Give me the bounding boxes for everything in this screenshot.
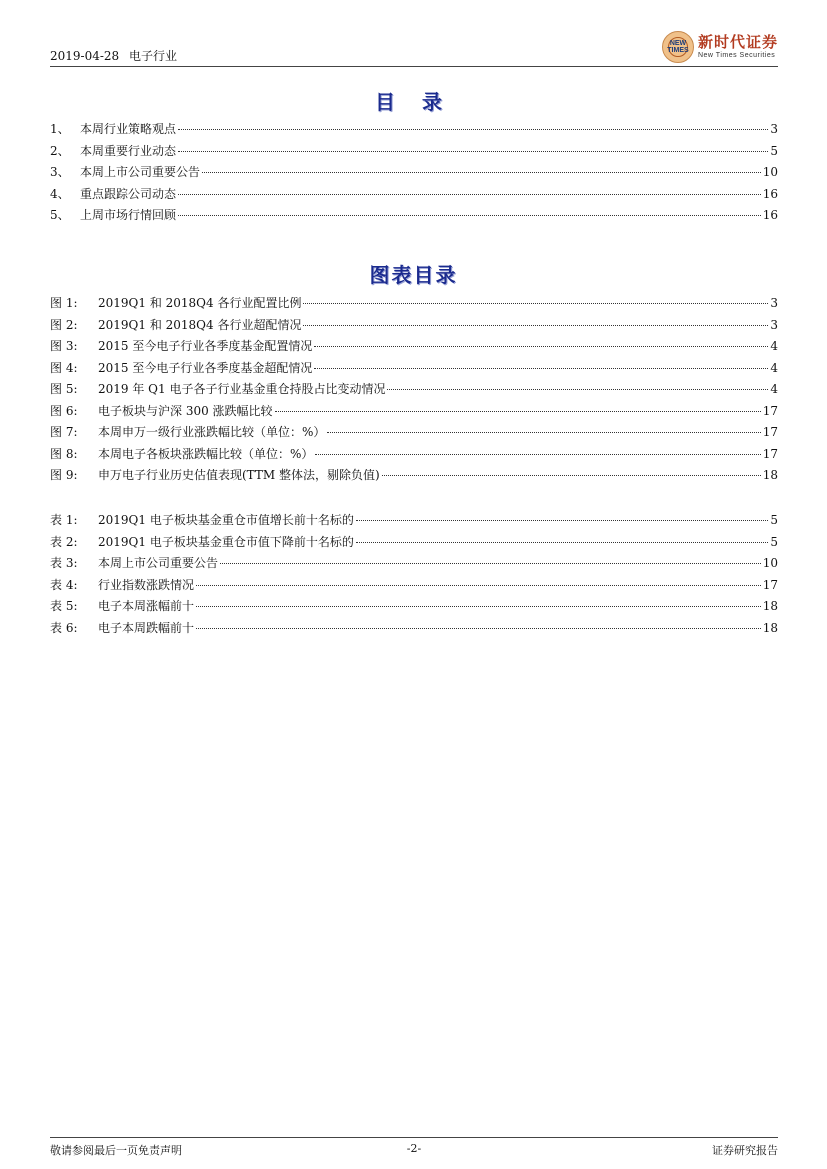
dot-leader xyxy=(196,585,761,586)
toc-entry-title: 本周重要行业动态 xyxy=(80,143,177,158)
figure-entry[interactable] xyxy=(50,444,778,466)
table-entry-title: 电子本周涨幅前十 xyxy=(98,599,195,613)
table-entry[interactable] xyxy=(50,510,778,532)
dot-leader xyxy=(178,215,761,216)
table-entry-title: 电子本周跌幅前十 xyxy=(98,620,195,635)
toc-entry-page: 10 xyxy=(762,165,778,179)
dot-leader xyxy=(314,346,768,347)
table-entry-number: 表 4: xyxy=(50,577,78,592)
toc-entry-title: 重点跟踪公司动态 xyxy=(80,186,177,201)
figure-entry-page: 4 xyxy=(770,360,778,375)
dot-leader xyxy=(303,325,768,326)
figure-entry-page: 17 xyxy=(762,425,778,439)
figure-entry-number: 图 5: xyxy=(50,382,78,396)
table-entry[interactable] xyxy=(50,596,778,618)
table-entry-title: 2019Q1 电子板块基金重仓市值增长前十名标的 xyxy=(98,513,354,527)
figure-entry-number: 图 1: xyxy=(50,296,78,310)
dot-leader xyxy=(303,303,768,304)
figure-entry[interactable] xyxy=(50,358,778,380)
figure-entry[interactable] xyxy=(50,401,778,423)
figure-entry-page: 4 xyxy=(770,339,778,353)
dot-leader xyxy=(275,411,761,412)
figure-entry-number: 图 9: xyxy=(50,468,78,482)
page-header xyxy=(50,30,778,66)
figure-entry-title: 2019Q1 和 2018Q4 各行业配置比例 xyxy=(98,296,302,310)
toc-entry[interactable] xyxy=(50,184,778,206)
dot-leader xyxy=(196,628,761,629)
dot-leader xyxy=(327,432,760,433)
toc-entry[interactable] xyxy=(50,162,778,184)
toc-entry-number: 4、 xyxy=(50,186,70,201)
toc-entry-number: 3、 xyxy=(50,165,70,179)
figure-entry-title: 本周申万一级行业涨跌幅比较（单位：%） xyxy=(98,425,326,439)
figure-entry-number: 图 3: xyxy=(50,339,78,353)
dot-leader xyxy=(196,606,761,607)
dot-leader xyxy=(202,172,761,173)
tables-list xyxy=(50,510,778,639)
table-entry-title: 行业指数涨跌情况 xyxy=(98,577,195,592)
figure-entry-title: 本周电子各板块涨跌幅比较（单位：%） xyxy=(98,446,314,461)
figure-entry-page: 3 xyxy=(770,296,778,310)
figure-entry-number: 图 2: xyxy=(50,317,78,332)
table-entry[interactable] xyxy=(50,575,778,597)
figures-toc-title: 图表目录 xyxy=(369,263,458,287)
dot-leader xyxy=(220,563,761,564)
logo-english-name: New Times Securities xyxy=(697,52,776,59)
table-entry-page: 17 xyxy=(762,577,778,592)
figure-entry[interactable] xyxy=(50,293,778,315)
figure-entry-title: 申万电子行业历史估值表现(TTM 整体法，剔除负值) xyxy=(98,468,380,482)
report-date: 2019-04-28 xyxy=(50,49,120,63)
figure-entry-title: 电子板块与沪深 300 涨跌幅比较 xyxy=(98,403,273,418)
table-entry-page: 5 xyxy=(770,513,778,527)
toc-entry[interactable] xyxy=(50,141,778,163)
logo-badge-text: NEW TIMES xyxy=(667,40,689,54)
page-number: -2- xyxy=(406,1142,422,1155)
toc-entry-number: 2、 xyxy=(50,143,70,158)
figure-entry-page: 4 xyxy=(770,382,778,396)
toc-title: 目 录 xyxy=(375,90,452,114)
table-entry-title: 本周上市公司重要公告 xyxy=(98,556,219,570)
header-info xyxy=(50,47,183,64)
figure-entry-title: 2015 至今电子行业各季度基金超配情况 xyxy=(98,360,313,375)
figure-entry-title: 2019 年 Q1 电子各子行业基金重仓持股占比变动情况 xyxy=(98,382,386,396)
figure-entry[interactable] xyxy=(50,465,778,487)
dot-leader xyxy=(178,151,768,152)
page-footer xyxy=(50,1142,778,1158)
logo-emblem-icon xyxy=(662,31,694,63)
table-entry-number: 表 5: xyxy=(50,599,78,613)
figure-entry[interactable] xyxy=(50,422,778,444)
toc-entry-number: 5、 xyxy=(50,208,70,222)
figure-entry-number: 图 7: xyxy=(50,425,78,439)
toc-entry-page: 5 xyxy=(770,143,778,158)
toc-entry[interactable] xyxy=(50,205,778,227)
toc-list xyxy=(50,119,778,227)
logo-name: 新时代证券 xyxy=(697,33,778,51)
header-divider xyxy=(50,66,778,67)
table-entry[interactable] xyxy=(50,532,778,554)
toc-entry-number: 1、 xyxy=(50,122,70,136)
table-entry-title: 2019Q1 电子板块基金重仓市值下降前十名标的 xyxy=(98,534,354,549)
dot-leader xyxy=(178,194,761,195)
toc-entry-title: 本周上市公司重要公告 xyxy=(80,165,201,179)
report-sector: 电子行业 xyxy=(129,49,178,63)
figure-entry-page: 17 xyxy=(762,403,778,418)
footer-report-type: 证券研究报告 xyxy=(712,1144,778,1157)
table-entry-number: 表 6: xyxy=(50,620,78,635)
figure-entry-title: 2019Q1 和 2018Q4 各行业超配情况 xyxy=(98,317,302,332)
dot-leader xyxy=(382,475,761,476)
table-entry-page: 18 xyxy=(762,599,778,613)
toc-entry-page: 16 xyxy=(762,186,778,201)
footer-disclaimer: 敬请参阅最后一页免责声明 xyxy=(50,1144,182,1157)
table-entry-page: 18 xyxy=(762,620,778,635)
toc-entry-title: 本周行业策略观点 xyxy=(80,122,177,136)
company-logo xyxy=(662,30,778,64)
dot-leader xyxy=(315,454,760,455)
figure-entry[interactable] xyxy=(50,379,778,401)
figures-list xyxy=(50,293,778,487)
figure-entry[interactable] xyxy=(50,315,778,337)
table-entry[interactable] xyxy=(50,553,778,575)
toc-entry[interactable] xyxy=(50,119,778,141)
toc-entry-page: 16 xyxy=(762,208,778,222)
figure-entry-number: 图 8: xyxy=(50,446,78,461)
toc-entry-page: 3 xyxy=(770,122,778,136)
dot-leader xyxy=(314,368,768,369)
figure-entry-number: 图 4: xyxy=(50,360,78,375)
figure-entry-page: 3 xyxy=(770,317,778,332)
table-entry-number: 表 3: xyxy=(50,556,78,570)
dot-leader xyxy=(178,129,768,130)
dot-leader xyxy=(356,542,769,543)
toc-entry-title: 上周市场行情回顾 xyxy=(80,208,177,222)
table-entry-page: 5 xyxy=(770,534,778,549)
table-entry[interactable] xyxy=(50,618,778,640)
table-entry-number: 表 1: xyxy=(50,513,78,527)
figure-entry-title: 2015 至今电子行业各季度基金配置情况 xyxy=(98,339,313,353)
figure-entry[interactable] xyxy=(50,336,778,358)
figure-entry-page: 18 xyxy=(762,468,778,482)
table-entry-number: 表 2: xyxy=(50,534,78,549)
footer-divider xyxy=(50,1137,778,1138)
dot-leader xyxy=(356,520,769,521)
dot-leader xyxy=(387,389,768,390)
table-entry-page: 10 xyxy=(762,556,778,570)
figure-entry-number: 图 6: xyxy=(50,403,78,418)
figure-entry-page: 17 xyxy=(762,446,778,461)
